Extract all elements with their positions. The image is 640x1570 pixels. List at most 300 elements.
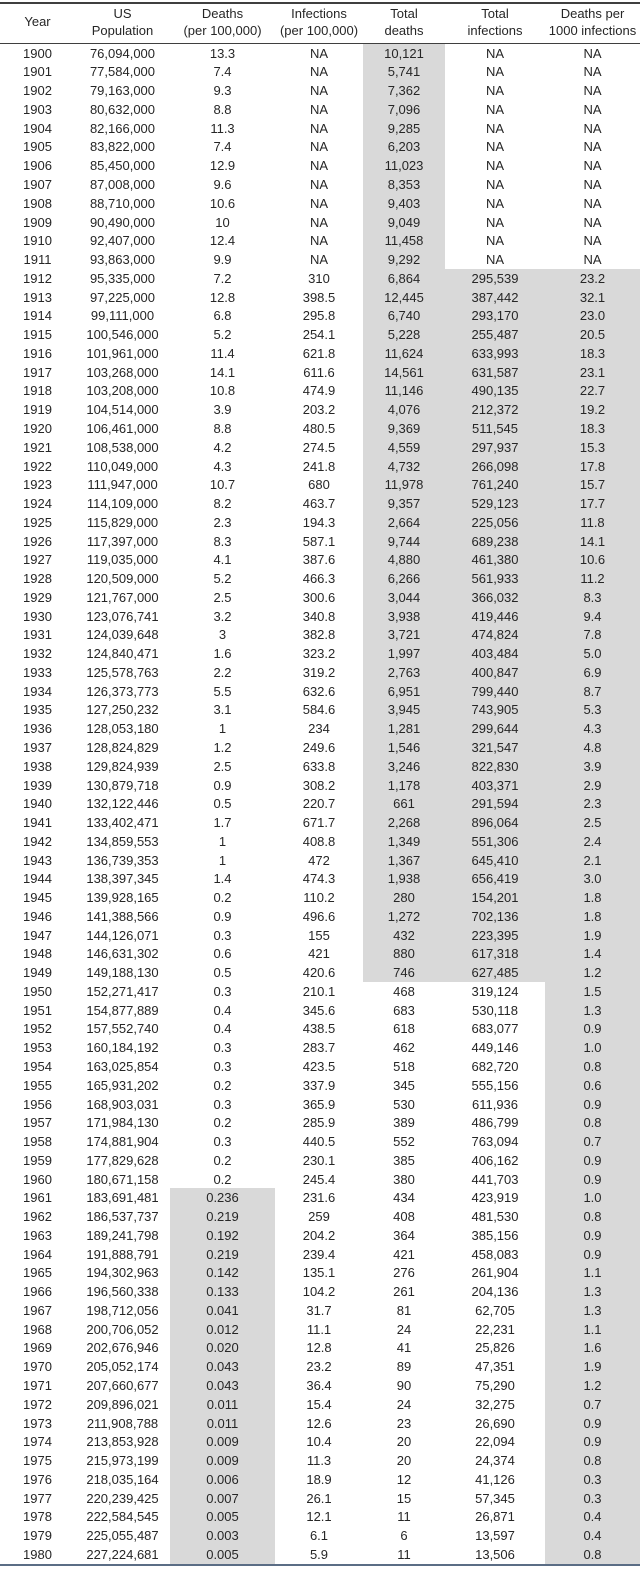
cell-infections-per-100000: 10.4 bbox=[306, 1434, 332, 1450]
cell-year: 1903 bbox=[23, 101, 52, 117]
cell-infections-per-100000: 5.9 bbox=[275, 1545, 363, 1565]
cell-deaths-per-1000-infections: 1.3 bbox=[545, 1282, 640, 1301]
cell-total-infections: NA bbox=[485, 252, 505, 268]
cell-infections-per-100000: 36.4 bbox=[306, 1378, 332, 1394]
cell-us-population: 139,928,165 bbox=[86, 890, 159, 906]
cell-infections-per-100000: NA bbox=[309, 101, 329, 117]
table-row-1969 bbox=[0, 1339, 640, 1358]
cell-total-infections: NA bbox=[485, 101, 505, 117]
cell-deaths-per-100000: 0.3 bbox=[213, 1059, 232, 1074]
cell-total-deaths: 683 bbox=[393, 1002, 415, 1018]
table-row-1912 bbox=[0, 269, 640, 288]
table-row-1960 bbox=[0, 1170, 640, 1189]
cell-deaths-per-100000: 0.043 bbox=[170, 1376, 275, 1395]
cell-total-deaths: 11,624 bbox=[363, 344, 445, 363]
table-row-1945 bbox=[0, 888, 640, 907]
table-row-1971 bbox=[0, 1376, 640, 1395]
cell-deaths-per-100000: 1.2 bbox=[213, 739, 232, 755]
cell-us-population: 141,388,566 bbox=[86, 908, 159, 924]
cell-total-infections: 423,919 bbox=[471, 1190, 519, 1206]
cell-deaths-per-1000-infections: 7.8 bbox=[545, 626, 640, 645]
cell-deaths-per-100000: 9.9 bbox=[213, 252, 232, 268]
cell-total-infections: NA bbox=[485, 214, 505, 230]
cell-year: 1964 bbox=[23, 1246, 52, 1262]
cell-deaths-per-1000-infections: 20.5 bbox=[545, 325, 640, 344]
cell-total-infections: 761,240 bbox=[445, 475, 545, 494]
cell-total-infections: 645,410 bbox=[445, 851, 545, 870]
cell-total-infections: 295,539 bbox=[445, 269, 545, 288]
cell-deaths-per-1000-infections: 14.1 bbox=[545, 532, 640, 551]
cell-total-deaths: 11,023 bbox=[363, 156, 445, 175]
cell-us-population: 220,239,425 bbox=[86, 1490, 159, 1506]
cell-total-infections: 683,077 bbox=[471, 1021, 519, 1037]
cell-deaths-per-1000-infections: 0.4 bbox=[545, 1526, 640, 1545]
cell-deaths-per-100000: 3.9 bbox=[213, 402, 232, 418]
cell-deaths-per-100000: 8.2 bbox=[213, 496, 232, 512]
cell-total-deaths: 9,403 bbox=[363, 194, 445, 213]
cell-infections-per-100000: 474.9 bbox=[302, 383, 336, 399]
cell-total-deaths: 90 bbox=[396, 1378, 412, 1394]
cell-year: 1959 bbox=[23, 1152, 52, 1168]
cell-year: 1911 bbox=[23, 252, 52, 268]
cell-deaths-per-1000-infections: 11.8 bbox=[545, 513, 640, 532]
cell-infections-per-100000: NA bbox=[309, 158, 329, 174]
cell-year: 1948 bbox=[23, 946, 52, 962]
cell-us-population: 177,829,628 bbox=[86, 1152, 159, 1168]
cell-year: 1946 bbox=[23, 908, 52, 924]
cell-infections-per-100000: 259 bbox=[308, 1209, 330, 1225]
cell-us-population: 97,225,000 bbox=[89, 289, 156, 305]
cell-infections-per-100000: 421 bbox=[308, 946, 330, 962]
cell-deaths-per-1000-infections: 2.5 bbox=[545, 813, 640, 832]
cell-deaths-per-1000-infections: 0.6 bbox=[545, 1076, 640, 1095]
cell-total-infections: 529,123 bbox=[445, 494, 545, 513]
cell-deaths-per-1000-infections: 1.9 bbox=[545, 1357, 640, 1376]
cell-us-population: 128,053,180 bbox=[86, 721, 159, 737]
cell-year: 1979 bbox=[23, 1528, 52, 1544]
cell-total-deaths: 1,938 bbox=[363, 869, 445, 888]
cell-total-deaths: 3,044 bbox=[363, 588, 445, 607]
table-row-1902 bbox=[0, 81, 640, 100]
cell-infections-per-100000: 15.4 bbox=[306, 1396, 332, 1412]
cell-total-infections: 26,871 bbox=[475, 1509, 515, 1525]
cell-us-population: 211,908,788 bbox=[86, 1415, 159, 1431]
cell-total-deaths: 3,246 bbox=[363, 757, 445, 776]
cell-deaths-per-1000-infections: 8.7 bbox=[545, 682, 640, 701]
cell-total-deaths: 20 bbox=[396, 1434, 412, 1450]
cell-total-infections: 293,170 bbox=[445, 307, 545, 326]
cell-year: 1955 bbox=[23, 1077, 52, 1093]
cell-year: 1939 bbox=[23, 777, 52, 793]
cell-deaths-per-100000: 0.2 bbox=[213, 1171, 232, 1187]
cell-infections-per-100000: 203.2 bbox=[302, 402, 336, 418]
cell-deaths-per-1000-infections: 23.2 bbox=[545, 269, 640, 288]
cell-infections-per-100000: 423.5 bbox=[302, 1059, 336, 1074]
cell-infections-per-100000: 398.5 bbox=[302, 289, 336, 305]
cell-deaths-per-100000: 12.9 bbox=[209, 158, 236, 174]
cell-year: 1919 bbox=[23, 402, 52, 418]
cell-year: 1936 bbox=[23, 721, 52, 737]
cell-deaths-per-100000: 2.3 bbox=[213, 514, 232, 530]
cell-total-deaths: 4,559 bbox=[363, 438, 445, 457]
table-row-1948 bbox=[0, 945, 640, 964]
cell-year: 1971 bbox=[23, 1378, 52, 1394]
cell-us-population: 202,676,946 bbox=[86, 1340, 159, 1356]
cell-total-infections: 896,064 bbox=[445, 813, 545, 832]
column-header-total-infections: Total infections bbox=[445, 3, 545, 43]
cell-year: 1941 bbox=[23, 815, 52, 831]
cell-year: 1976 bbox=[23, 1471, 52, 1487]
table-row-1905 bbox=[0, 138, 640, 157]
cell-total-deaths: 468 bbox=[393, 983, 415, 999]
cell-us-population: 124,039,648 bbox=[86, 627, 159, 643]
table-row-1949 bbox=[0, 963, 640, 982]
cell-deaths-per-100000: 0.2 bbox=[213, 1152, 232, 1168]
table-row-1968 bbox=[0, 1320, 640, 1339]
cell-year: 1952 bbox=[23, 1021, 52, 1037]
cell-year: 1907 bbox=[23, 177, 52, 193]
cell-year: 1974 bbox=[23, 1434, 52, 1450]
cell-infections-per-100000: 194.3 bbox=[302, 514, 336, 530]
table-row-1927 bbox=[0, 550, 640, 569]
cell-infections-per-100000: 230.1 bbox=[302, 1152, 336, 1168]
table-row-1936 bbox=[0, 719, 640, 738]
cell-deaths-per-1000-infections: 0.7 bbox=[545, 1395, 640, 1414]
cell-us-population: 123,076,741 bbox=[86, 608, 159, 624]
cell-deaths-per-100000: 1.7 bbox=[213, 815, 232, 831]
cell-total-deaths: 518 bbox=[393, 1059, 415, 1074]
cell-total-deaths: 6,740 bbox=[363, 307, 445, 326]
cell-year: 1933 bbox=[23, 664, 52, 680]
cell-year: 1916 bbox=[23, 345, 52, 361]
cell-total-infections: NA bbox=[485, 120, 505, 136]
cell-deaths-per-100000: 0.009 bbox=[170, 1432, 275, 1451]
table-row-1947 bbox=[0, 926, 640, 945]
table-row-1911 bbox=[0, 250, 640, 269]
cell-deaths-per-100000: 0.2 bbox=[213, 1115, 232, 1131]
cell-total-infections: 461,380 bbox=[445, 550, 545, 569]
cell-total-infections: NA bbox=[485, 139, 505, 155]
cell-us-population: 138,397,345 bbox=[86, 871, 159, 887]
table-row-1935 bbox=[0, 701, 640, 720]
cell-deaths-per-100000: 0.3 bbox=[213, 1134, 232, 1150]
cell-total-deaths: 1,349 bbox=[363, 832, 445, 851]
cell-total-deaths: 10,121 bbox=[363, 43, 445, 62]
table-row-1955 bbox=[0, 1076, 640, 1095]
cell-deaths-per-1000-infections: 6.9 bbox=[545, 663, 640, 682]
cell-deaths-per-100000: 6.8 bbox=[213, 308, 232, 324]
cell-total-deaths: 5,228 bbox=[363, 325, 445, 344]
cell-total-deaths: 6,203 bbox=[363, 138, 445, 157]
table-row-1940 bbox=[0, 794, 640, 813]
cell-infections-per-100000: NA bbox=[309, 233, 329, 249]
cell-deaths-per-100000: 1 bbox=[218, 721, 227, 737]
table-row-1954 bbox=[0, 1057, 640, 1076]
table-row-1926 bbox=[0, 532, 640, 551]
cell-total-deaths: 462 bbox=[393, 1040, 415, 1056]
cell-total-infections: 57,345 bbox=[475, 1490, 515, 1506]
cell-year: 1906 bbox=[23, 158, 52, 174]
cell-year: 1900 bbox=[23, 45, 52, 61]
cell-total-infections: 481,530 bbox=[471, 1209, 519, 1225]
cell-year: 1942 bbox=[23, 833, 52, 849]
cell-infections-per-100000: 285.9 bbox=[302, 1115, 336, 1131]
cell-infections-per-100000: NA bbox=[309, 195, 329, 211]
cell-deaths-per-100000: 9.3 bbox=[213, 83, 232, 99]
cell-total-infections: 458,083 bbox=[471, 1246, 519, 1262]
table-row-1906 bbox=[0, 156, 640, 175]
cell-infections-per-100000: 234 bbox=[308, 721, 330, 737]
cell-total-infections: 611,936 bbox=[471, 1096, 519, 1112]
cell-total-infections: NA bbox=[485, 158, 505, 174]
data-table bbox=[0, 2, 640, 1566]
cell-us-population: 119,035,000 bbox=[86, 552, 159, 568]
cell-total-deaths: 421 bbox=[393, 1246, 415, 1262]
cell-deaths-per-1000-infections: 2.1 bbox=[545, 851, 640, 870]
cell-deaths-per-1000-infections: NA bbox=[583, 195, 602, 211]
cell-infections-per-100000: 340.8 bbox=[302, 608, 336, 624]
cell-total-infections: 822,830 bbox=[445, 757, 545, 776]
cell-us-population: 200,706,052 bbox=[86, 1321, 159, 1337]
cell-year: 1917 bbox=[23, 364, 52, 380]
cell-deaths-per-100000: 7.4 bbox=[213, 139, 232, 155]
cell-deaths-per-1000-infections: 17.7 bbox=[545, 494, 640, 513]
cell-total-deaths: 345 bbox=[393, 1077, 415, 1093]
cell-total-infections: 633,993 bbox=[445, 344, 545, 363]
cell-us-population: 146,631,302 bbox=[86, 946, 159, 962]
cell-year: 1972 bbox=[23, 1396, 52, 1412]
cell-deaths-per-100000: 0.219 bbox=[170, 1245, 275, 1264]
cell-total-infections: 682,720 bbox=[471, 1059, 519, 1074]
cell-deaths-per-1000-infections: 1.4 bbox=[545, 945, 640, 964]
cell-total-infections: 32,275 bbox=[475, 1396, 515, 1412]
cell-us-population: 104,514,000 bbox=[86, 402, 159, 418]
cell-total-infections: 656,419 bbox=[445, 869, 545, 888]
cell-total-deaths: 24 bbox=[396, 1321, 412, 1337]
cell-infections-per-100000: 110.2 bbox=[303, 890, 335, 906]
cell-us-population: 205,052,174 bbox=[86, 1359, 159, 1375]
table-row-1924 bbox=[0, 494, 640, 513]
cell-deaths-per-100000: 0.005 bbox=[170, 1545, 275, 1565]
cell-us-population: 106,461,000 bbox=[86, 420, 159, 436]
cell-year: 1953 bbox=[23, 1040, 52, 1056]
table-row-1977 bbox=[0, 1489, 640, 1508]
cell-year: 1914 bbox=[23, 308, 52, 324]
cell-deaths-per-100000: 4.1 bbox=[213, 552, 232, 568]
cell-infections-per-100000: NA bbox=[309, 83, 329, 99]
cell-us-population: 183,691,481 bbox=[86, 1190, 159, 1206]
cell-year: 1956 bbox=[23, 1096, 52, 1112]
cell-year: 1960 bbox=[23, 1171, 52, 1187]
table-row-1961 bbox=[0, 1188, 640, 1207]
cell-us-population: 103,268,000 bbox=[86, 364, 159, 380]
cell-infections-per-100000: 135.1 bbox=[302, 1265, 336, 1281]
cell-infections-per-100000: 472 bbox=[308, 852, 330, 868]
cell-total-deaths: 9,357 bbox=[363, 494, 445, 513]
cell-deaths-per-100000: 14.1 bbox=[209, 364, 236, 380]
table-row-1901 bbox=[0, 63, 640, 82]
cell-deaths-per-100000: 0.9 bbox=[213, 777, 232, 793]
cell-deaths-per-100000: 0.003 bbox=[170, 1526, 275, 1545]
cell-total-deaths: 6,266 bbox=[363, 569, 445, 588]
cell-us-population: 115,829,000 bbox=[86, 514, 159, 530]
table-row-1914 bbox=[0, 307, 640, 326]
cell-us-population: 95,335,000 bbox=[89, 270, 156, 286]
cell-total-infections: 26,690 bbox=[475, 1415, 515, 1431]
cell-total-infections: 403,484 bbox=[445, 644, 545, 663]
cell-total-infections: 689,238 bbox=[445, 532, 545, 551]
cell-infections-per-100000: 466.3 bbox=[302, 571, 336, 587]
table-row-1922 bbox=[0, 457, 640, 476]
cell-deaths-per-1000-infections: 3.0 bbox=[545, 869, 640, 888]
cell-deaths-per-100000: 5.5 bbox=[213, 683, 232, 699]
cell-us-population: 157,552,740 bbox=[86, 1021, 159, 1037]
cell-year: 1944 bbox=[23, 871, 52, 887]
cell-infections-per-100000: 104.2 bbox=[302, 1284, 336, 1300]
cell-deaths-per-100000: 0.043 bbox=[170, 1357, 275, 1376]
cell-total-infections: 321,547 bbox=[445, 738, 545, 757]
cell-infections-per-100000: 11.1 bbox=[306, 1321, 332, 1337]
cell-total-deaths: 15 bbox=[396, 1490, 412, 1506]
cell-total-infections: NA bbox=[485, 177, 505, 193]
table-row-1937 bbox=[0, 738, 640, 757]
cell-year: 1918 bbox=[23, 383, 52, 399]
cell-total-infections: 266,098 bbox=[445, 457, 545, 476]
cell-us-population: 83,822,000 bbox=[89, 139, 156, 155]
cell-total-infections: NA bbox=[485, 64, 505, 80]
cell-deaths-per-1000-infections: 19.2 bbox=[545, 400, 640, 419]
cell-us-population: 90,490,000 bbox=[89, 214, 156, 230]
cell-deaths-per-1000-infections: 9.4 bbox=[545, 607, 640, 626]
cell-total-infections: NA bbox=[485, 45, 505, 61]
cell-deaths-per-100000: 11.4 bbox=[210, 345, 235, 361]
cell-us-population: 103,208,000 bbox=[86, 383, 159, 399]
cell-total-deaths: 552 bbox=[393, 1134, 415, 1150]
table-row-1904 bbox=[0, 119, 640, 138]
cell-total-deaths: 3,945 bbox=[363, 701, 445, 720]
table-row-1925 bbox=[0, 513, 640, 532]
cell-total-deaths: 4,880 bbox=[363, 550, 445, 569]
cell-total-infections: 13,506 bbox=[445, 1545, 545, 1565]
cell-total-infections: 449,146 bbox=[471, 1040, 519, 1056]
cell-deaths-per-1000-infections: NA bbox=[583, 83, 602, 99]
cell-deaths-per-100000: 0.142 bbox=[170, 1264, 275, 1283]
column-header-year: Year bbox=[0, 3, 75, 43]
cell-total-deaths: 81 bbox=[396, 1302, 412, 1318]
table-row-1976 bbox=[0, 1470, 640, 1489]
cell-us-population: 117,397,000 bbox=[86, 533, 159, 549]
cell-total-infections: 255,487 bbox=[445, 325, 545, 344]
cell-deaths-per-1000-infections: NA bbox=[583, 252, 602, 268]
cell-year: 1908 bbox=[23, 195, 52, 211]
cell-us-population: 186,537,737 bbox=[86, 1209, 159, 1225]
cell-year: 1922 bbox=[23, 458, 52, 474]
cell-deaths-per-100000: 0.133 bbox=[170, 1282, 275, 1301]
cell-deaths-per-100000: 13.3 bbox=[209, 45, 236, 61]
cell-deaths-per-1000-infections: 23.1 bbox=[545, 363, 640, 382]
cell-year: 1924 bbox=[23, 496, 52, 512]
cell-total-deaths: 6,951 bbox=[363, 682, 445, 701]
cell-year: 1951 bbox=[23, 1002, 52, 1018]
table-row-1920 bbox=[0, 419, 640, 438]
cell-deaths-per-1000-infections: 11.2 bbox=[545, 569, 640, 588]
cell-total-infections: 297,937 bbox=[445, 438, 545, 457]
cell-total-deaths: 5,741 bbox=[363, 63, 445, 82]
table-row-1963 bbox=[0, 1226, 640, 1245]
cell-year: 1901 bbox=[23, 64, 52, 80]
cell-total-deaths: 4,732 bbox=[363, 457, 445, 476]
cell-deaths-per-100000: 0.236 bbox=[170, 1188, 275, 1207]
cell-deaths-per-100000: 1.6 bbox=[213, 646, 232, 662]
cell-deaths-per-1000-infections: NA bbox=[583, 158, 602, 174]
cell-deaths-per-1000-infections: 1.1 bbox=[545, 1264, 640, 1283]
cell-total-deaths: 7,096 bbox=[363, 100, 445, 119]
cell-deaths-per-100000: 0.3 bbox=[213, 1040, 232, 1056]
cell-us-population: 80,632,000 bbox=[89, 101, 156, 117]
cell-year: 1968 bbox=[23, 1321, 52, 1337]
cell-infections-per-100000: 345.6 bbox=[302, 1002, 336, 1018]
cell-deaths-per-100000: 0.219 bbox=[170, 1207, 275, 1226]
cell-total-deaths: 434 bbox=[393, 1190, 415, 1206]
cell-total-infections: 631,587 bbox=[445, 363, 545, 382]
cell-infections-per-100000: 11.3 bbox=[306, 1453, 332, 1469]
table-row-1944 bbox=[0, 869, 640, 888]
cell-deaths-per-100000: 12.8 bbox=[209, 289, 236, 305]
cell-us-population: 132,122,446 bbox=[86, 796, 159, 812]
cell-total-deaths: 7,362 bbox=[363, 81, 445, 100]
cell-total-deaths: 9,285 bbox=[363, 119, 445, 138]
cell-deaths-per-100000: 0.4 bbox=[213, 1021, 232, 1037]
cell-total-infections: 763,094 bbox=[471, 1134, 519, 1150]
cell-infections-per-100000: 12.8 bbox=[306, 1340, 332, 1356]
cell-year: 1902 bbox=[23, 83, 52, 99]
cell-year: 1970 bbox=[23, 1359, 52, 1375]
cell-total-infections: NA bbox=[485, 233, 505, 249]
cell-deaths-per-1000-infections: 0.9 bbox=[545, 1020, 640, 1039]
cell-total-deaths: 389 bbox=[393, 1115, 415, 1131]
cell-us-population: 194,302,963 bbox=[86, 1265, 159, 1281]
cell-us-population: 215,973,199 bbox=[86, 1453, 159, 1469]
cell-us-population: 149,188,130 bbox=[86, 965, 159, 981]
table-row-1938 bbox=[0, 757, 640, 776]
cell-infections-per-100000: 323.2 bbox=[302, 646, 336, 662]
cell-total-infections: 799,440 bbox=[445, 682, 545, 701]
cell-total-deaths: 618 bbox=[393, 1021, 415, 1037]
cell-us-population: 93,863,000 bbox=[89, 252, 156, 268]
table-row-1972 bbox=[0, 1395, 640, 1414]
cell-total-infections: 403,371 bbox=[445, 776, 545, 795]
cell-total-deaths: 661 bbox=[363, 794, 445, 813]
cell-infections-per-100000: 480.5 bbox=[302, 420, 336, 436]
table-row-1928 bbox=[0, 569, 640, 588]
cell-year: 1920 bbox=[23, 420, 52, 436]
cell-total-deaths: 1,178 bbox=[363, 776, 445, 795]
cell-total-deaths: 11,458 bbox=[363, 231, 445, 250]
cell-infections-per-100000: 382.8 bbox=[302, 627, 336, 643]
cell-total-deaths: 276 bbox=[393, 1265, 415, 1281]
cell-deaths-per-1000-infections: 23.0 bbox=[545, 307, 640, 326]
cell-infections-per-100000: 440.5 bbox=[302, 1134, 336, 1150]
cell-infections-per-100000: 220.7 bbox=[302, 796, 336, 812]
table-row-1919 bbox=[0, 400, 640, 419]
table-row-1952 bbox=[0, 1020, 640, 1039]
cell-us-population: 125,578,763 bbox=[86, 664, 159, 680]
cell-infections-per-100000: 274.5 bbox=[302, 439, 336, 455]
cell-us-population: 134,859,553 bbox=[86, 833, 159, 849]
cell-deaths-per-1000-infections: 1.6 bbox=[545, 1339, 640, 1358]
table-row-1978 bbox=[0, 1508, 640, 1527]
cell-total-infections: 387,442 bbox=[445, 288, 545, 307]
